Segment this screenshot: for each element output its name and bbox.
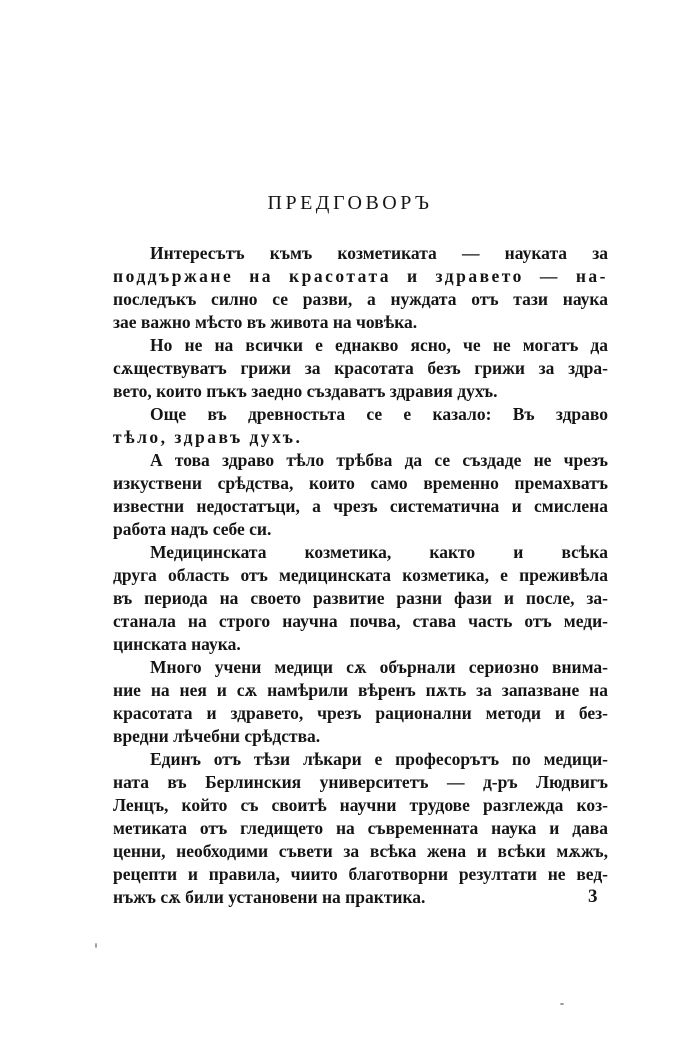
text-line: вето, които пъкъ заедно създаватъ здравия духъ. bbox=[113, 381, 498, 401]
text-line: А това здраво тѣло трѣбва да се създаде не чрезъ bbox=[150, 450, 608, 470]
text-line: работа надъ себе си. bbox=[113, 519, 272, 539]
text-line: въ периода на своето развитие разни фази и после, за- bbox=[113, 588, 608, 608]
text-line: ценни, необходими съвети за всѣка жена и всѣки мѫжъ, bbox=[113, 841, 608, 861]
text-line: Единъ отъ тѣзи лѣкари е професорътъ по медици- bbox=[150, 749, 608, 769]
text-line: зае важно мѣсто въ живота на човѣка. bbox=[113, 312, 418, 332]
text-line: красотата и здравето, чрезъ рационални методи и без- bbox=[113, 703, 608, 723]
page-number: 3 bbox=[588, 886, 598, 907]
text-line: ние на нея и сѫ намѣрили вѣренъ пѫть за запазване на bbox=[113, 680, 608, 700]
text-line: известни недостатъци, а чрезъ систематична и смислена bbox=[113, 496, 608, 516]
text-line: тѣло, здравъ духъ. bbox=[113, 427, 303, 447]
text-line: рецепти и правила, чиито благотворни резултати не вед- bbox=[113, 864, 608, 884]
text-line: нъжъ сѫ били установени на практика. bbox=[113, 887, 426, 907]
text-line: поддържане на красотата и здравето — на- bbox=[113, 266, 608, 286]
text-line: Интересътъ къмъ козметиката — науката за bbox=[150, 243, 608, 263]
text-line: ната въ Берлинския университетъ — д-ръ Людвигъ bbox=[113, 772, 608, 792]
text-line: Много учени медици сѫ обърнали сериозно внима- bbox=[150, 657, 608, 677]
text-line: изкуствени срѣдства, които само временно премахватъ bbox=[113, 473, 608, 493]
text-line: станала на строго научна почва, става часть отъ меди- bbox=[113, 611, 608, 631]
text-line: сѫществуватъ грижи за красотата безъ грижи за здра- bbox=[113, 358, 608, 378]
text-line: метиката отъ гледището на съвременната наука и дава bbox=[113, 818, 608, 838]
text-line: вредни лѣчебни срѣдства. bbox=[113, 726, 321, 746]
preface-text bbox=[113, 242, 608, 909]
text-line: Ленцъ, който съ своитѣ научни трудове разглежда коз- bbox=[113, 795, 608, 815]
text-line: цинската наука. bbox=[113, 634, 241, 654]
paper-speck bbox=[560, 1003, 564, 1005]
text-line: Още въ древностьта се е казало: Въ здраво bbox=[150, 404, 608, 424]
text-line: Медицинската козметика, както и всѣка bbox=[150, 542, 608, 562]
page-title: ПРЕДГОВОРЪ bbox=[267, 192, 433, 214]
text-line: друга область отъ медицинската козметика, е преживѣла bbox=[113, 565, 608, 585]
text-line: Но не на всички е еднакво ясно, че не могатъ да bbox=[150, 335, 608, 355]
text-line: последъкъ силно се разви, а нуждата отъ тази наука bbox=[113, 289, 608, 309]
paper-speck bbox=[95, 943, 97, 948]
